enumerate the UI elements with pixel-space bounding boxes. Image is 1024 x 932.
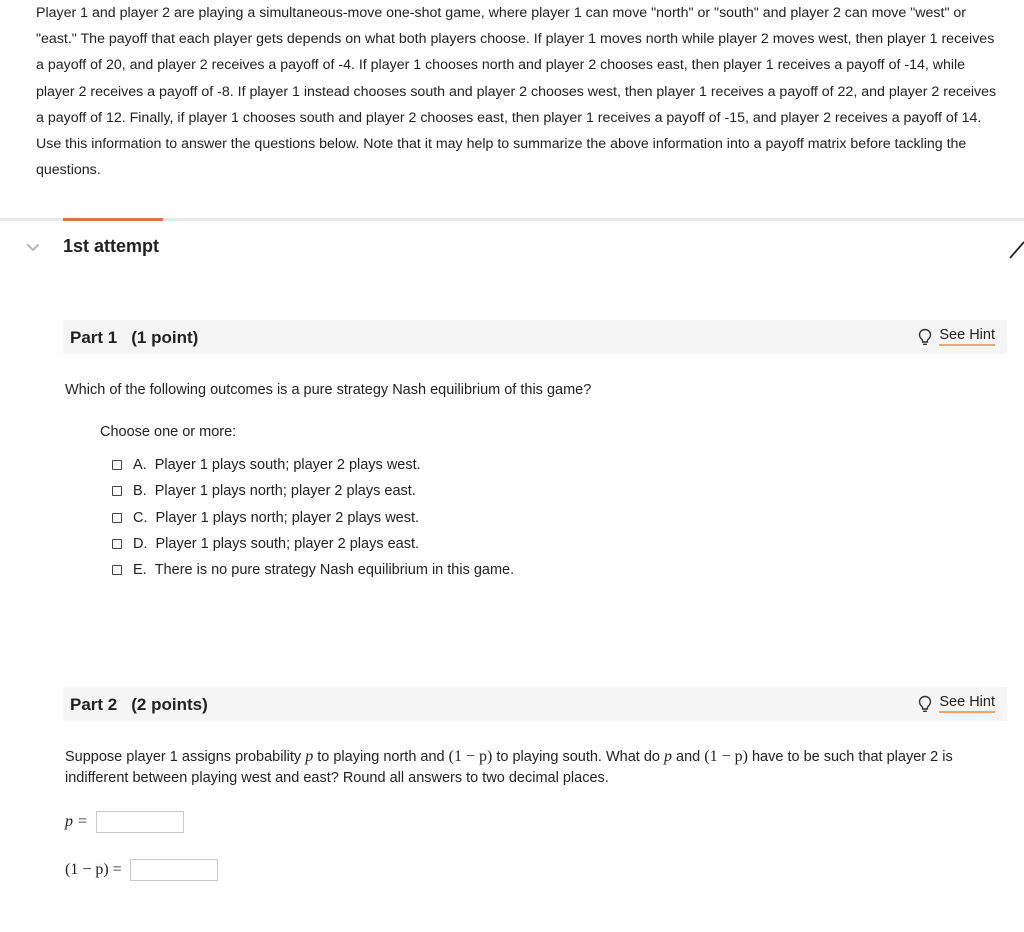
option-d-text: Player 1 plays south; player 2 plays east. [155, 536, 420, 553]
part2-question-text-d: and [672, 749, 705, 765]
active-attempt-indicator [63, 218, 163, 221]
part2-question-text-e: have to be such that player 2 is indifferent between playing west and east? Round all answers to two decimal places. [65, 749, 953, 786]
part2-header [63, 687, 1007, 721]
option-b[interactable] [112, 478, 514, 504]
one-minus-p-answer-input[interactable] [130, 859, 218, 881]
one-minus-p-symbol: (1 − p) [704, 748, 748, 765]
part1-hint-label[interactable]: See Hint [939, 327, 995, 346]
p-field-label: p = [65, 813, 88, 830]
one-minus-p-symbol: (1 − p) [448, 748, 493, 765]
problem-statement: Player 1 and player 2 are playing a simultaneous-move one-shot game, where player 1 can move "north" or "south" and player 2 can move "west" or "east." The payoff that each player gets depends on what both players choose. If player 1 moves north while player 2 moves west, then player 1 receives a payoff of 20, and player 2 receives a payoff of -4. If player 1 chooses north and player 2 chooses east, then player 1 receives a payoff of -14, while player 2 receives a payoff of -8. If player 1 instead chooses south and player 2 chooses west, then player 1 receives a payoff of 22, and player 2 receives a payoff of 12. Finally, if player 1 chooses south and player 2 chooses east, then player 1 receives a payoff of -15, and player 2 receives a payoff of 14. Use this information to answer the questions below. Note that it may help to summarize the above information into a payoff matrix before tackling the questions. [36, 5, 997, 179]
choose-label: Choose one or more: [100, 424, 237, 440]
pencil-icon [1006, 238, 1024, 262]
part1-see-hint-button[interactable] [918, 327, 995, 346]
option-a-text: Player 1 plays south; player 2 plays west. [154, 457, 421, 474]
p-answer-row [65, 811, 184, 833]
chevron-down-icon[interactable] [25, 242, 41, 254]
lightbulb-icon [918, 328, 932, 346]
option-e-checkbox[interactable] [112, 565, 122, 575]
option-b-text: Player 1 plays north; player 2 plays east. [154, 483, 416, 500]
part1-header [63, 320, 1007, 354]
lightbulb-icon [918, 695, 932, 713]
option-a-letter: A. [133, 457, 147, 474]
option-a-checkbox[interactable] [112, 460, 122, 470]
option-d[interactable] [112, 531, 514, 557]
part2-title [70, 695, 208, 715]
one-minus-p-answer-row [65, 859, 218, 881]
option-c-text: Player 1 plays north; player 2 plays west. [155, 509, 420, 526]
option-e-text: There is no pure strategy Nash equilibrium in this game. [154, 562, 515, 579]
part2-question-text-c: to playing south. What do [492, 749, 665, 765]
part2-label: Part 2 [70, 695, 118, 714]
option-b-checkbox[interactable] [112, 486, 122, 496]
part2-hint-label[interactable]: See Hint [939, 694, 995, 713]
part1-question: Which of the following outcomes is a pure strategy Nash equilibrium of this game? [65, 382, 592, 398]
option-a[interactable] [112, 452, 514, 478]
option-c-letter: C. [133, 509, 148, 526]
part1-points: (1 point) [131, 328, 199, 347]
p-symbol: p [664, 748, 673, 765]
option-b-letter: B. [133, 483, 147, 500]
p-symbol: p [305, 748, 314, 765]
option-e-letter: E. [133, 562, 147, 579]
attempt-title[interactable]: 1st attempt [63, 236, 160, 256]
option-c[interactable] [112, 505, 514, 531]
option-d-checkbox[interactable] [112, 539, 122, 549]
part1-title [70, 328, 198, 348]
p-answer-input[interactable] [96, 811, 184, 833]
one-minus-p-field-label: (1 − p) = [65, 861, 122, 878]
part2-question-text-a: Suppose player 1 assigns probability [65, 749, 306, 765]
answer-options [112, 452, 514, 583]
option-d-letter: D. [133, 536, 148, 553]
option-e[interactable] [112, 557, 514, 583]
part2-question-text-b: to playing north and [313, 749, 449, 765]
part1-label: Part 1 [70, 328, 118, 347]
part2-question [65, 746, 995, 789]
option-c-checkbox[interactable] [112, 513, 122, 523]
part2-points: (2 points) [131, 695, 208, 714]
part2-see-hint-button[interactable] [918, 694, 995, 713]
